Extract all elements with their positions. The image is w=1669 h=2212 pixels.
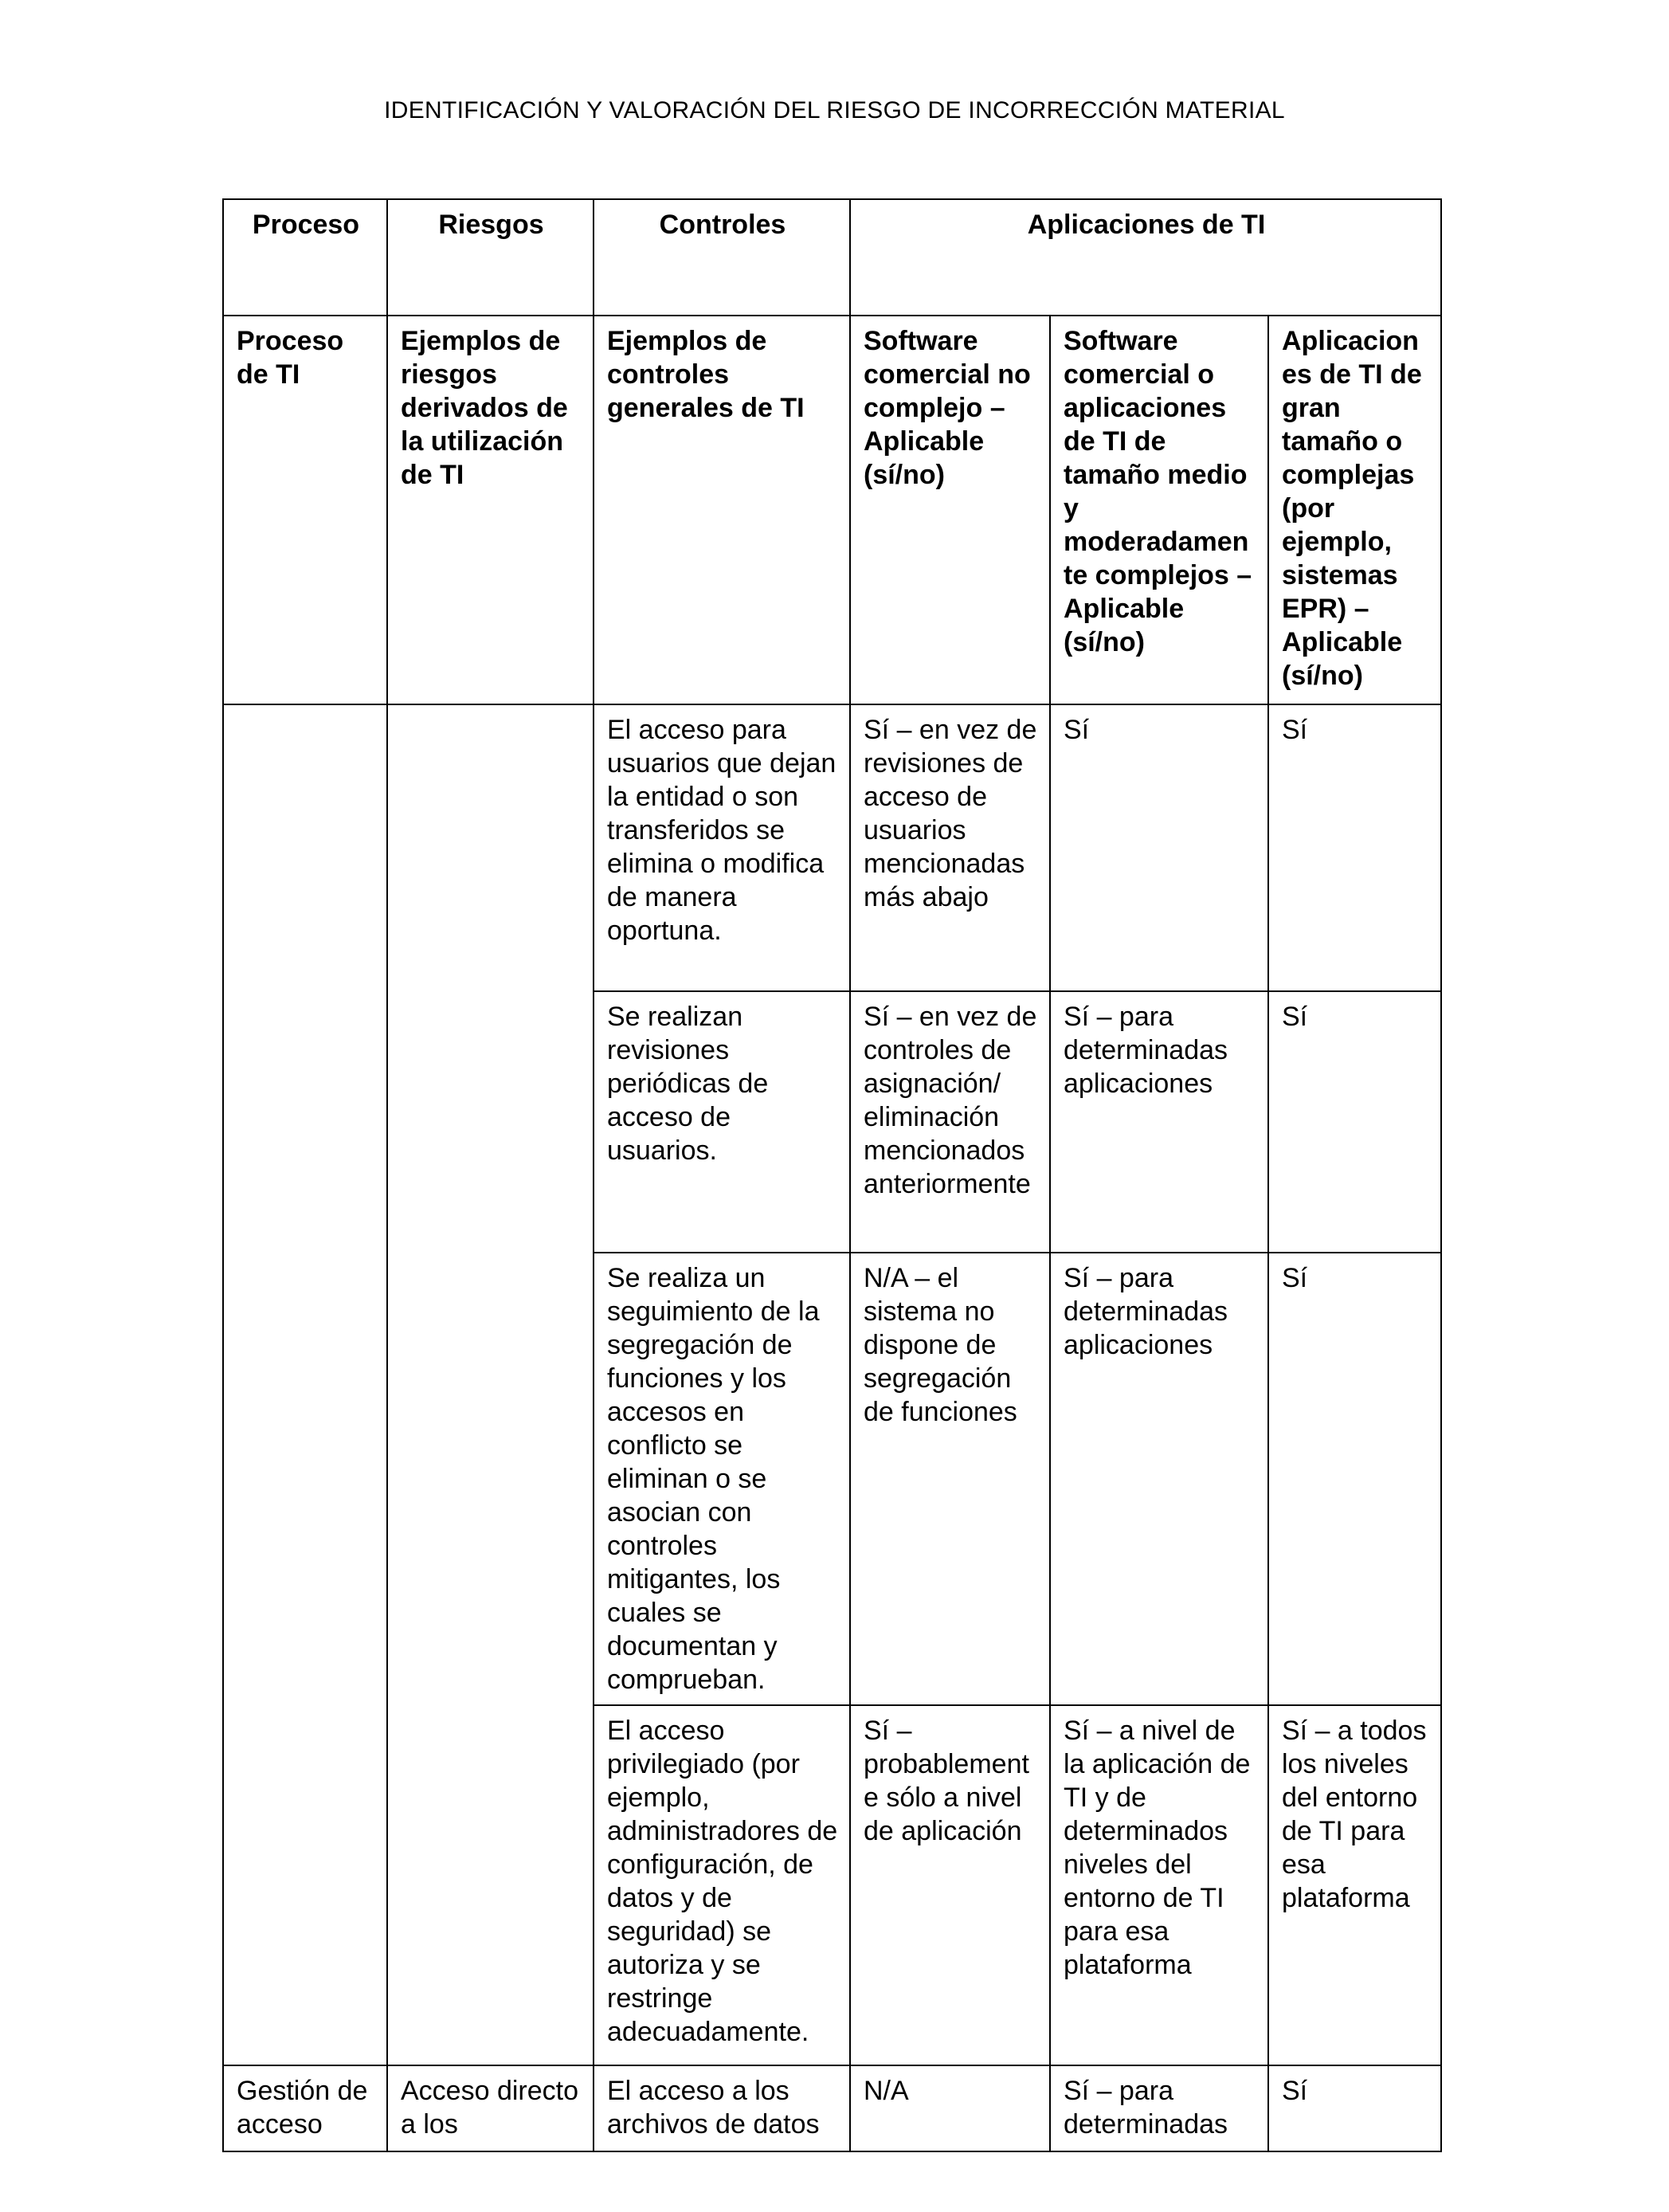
cell-sw2: Sí – para determinadas aplicaciones <box>1050 1253 1268 1705</box>
cell-sw1: Sí – en vez de controles de asignación/ eliminación mencionados anteriormente <box>850 991 1050 1253</box>
cell-control: Se realizan revisiones periódicas de acceso de usuarios. <box>594 991 850 1253</box>
document-title: IDENTIFICACIÓN Y VALORACIÓN DEL RIESGO DE INCORRECCIÓN MATERIAL <box>384 97 1285 124</box>
cell-control: El acceso privilegiado (por ejemplo, administradores de configuración, de datos y de seguridad) se autoriza y se restringe adecuadamente. <box>594 1705 850 2065</box>
header-proceso: Proceso <box>223 199 387 316</box>
cell-sw3: Sí <box>1268 1253 1441 1705</box>
risk-controls-table <box>222 198 1442 2152</box>
cell-sw3: Sí <box>1268 704 1441 991</box>
cell-riesgos <box>387 704 594 2065</box>
table-row <box>223 2065 1441 2151</box>
cell-control: El acceso a los archivos de datos <box>594 2065 850 2151</box>
table-header-top <box>223 199 1441 316</box>
subheader-sw1: Software comercial no complejo – Aplicable (sí/no) <box>850 316 1050 704</box>
table-row <box>223 704 1441 991</box>
cell-control: El acceso para usuarios que dejan la entidad o son transferidos se elimina o modifica de manera oportuna. <box>594 704 850 991</box>
header-riesgos: Riesgos <box>387 199 594 316</box>
cell-sw3: Sí <box>1268 991 1441 1253</box>
subheader-proceso: Proceso de TI <box>223 316 387 704</box>
subheader-controles: Ejemplos de controles generales de TI <box>594 316 850 704</box>
subheader-sw3: Aplicaciones de TI de gran tamaño o complejas (por ejemplo, sistemas EPR) – Aplicable (sí/no) <box>1268 316 1441 704</box>
cell-sw1: N/A – el sistema no dispone de segregación de funciones <box>850 1253 1050 1705</box>
cell-sw2: Sí – para determinadas aplicaciones <box>1050 991 1268 1253</box>
cell-sw1: Sí – probablemente sólo a nivel de aplicación <box>850 1705 1050 2065</box>
cell-proceso <box>223 704 387 2065</box>
cell-sw2: Sí – para determinadas <box>1050 2065 1268 2151</box>
subheader-sw2: Software comercial o aplicaciones de TI de tamaño medio y moderadamente complejos – Aplicable (sí/no) <box>1050 316 1268 704</box>
cell-proceso: Gestión de acceso <box>223 2065 387 2151</box>
cell-sw1: Sí – en vez de revisiones de acceso de usuarios mencionadas más abajo <box>850 704 1050 991</box>
table-header-sub <box>223 316 1441 704</box>
cell-sw1: N/A <box>850 2065 1050 2151</box>
header-controles: Controles <box>594 199 850 316</box>
cell-sw2: Sí <box>1050 704 1268 991</box>
cell-riesgos: Acceso directo a los <box>387 2065 594 2151</box>
cell-sw2: Sí – a nivel de la aplicación de TI y de determinados niveles del entorno de TI para esa plataforma <box>1050 1705 1268 2065</box>
cell-sw3: Sí – a todos los niveles del entorno de TI para esa plataforma <box>1268 1705 1441 2065</box>
cell-control: Se realiza un seguimiento de la segregación de funciones y los accesos en conflicto se eliminan o se asocian con controles mitigantes, los cuales se documentan y comprueban. <box>594 1253 850 1705</box>
cell-sw3: Sí <box>1268 2065 1441 2151</box>
subheader-riesgos: Ejemplos de riesgos derivados de la utilización de TI <box>387 316 594 704</box>
header-aplicaciones: Aplicaciones de TI <box>850 199 1441 316</box>
